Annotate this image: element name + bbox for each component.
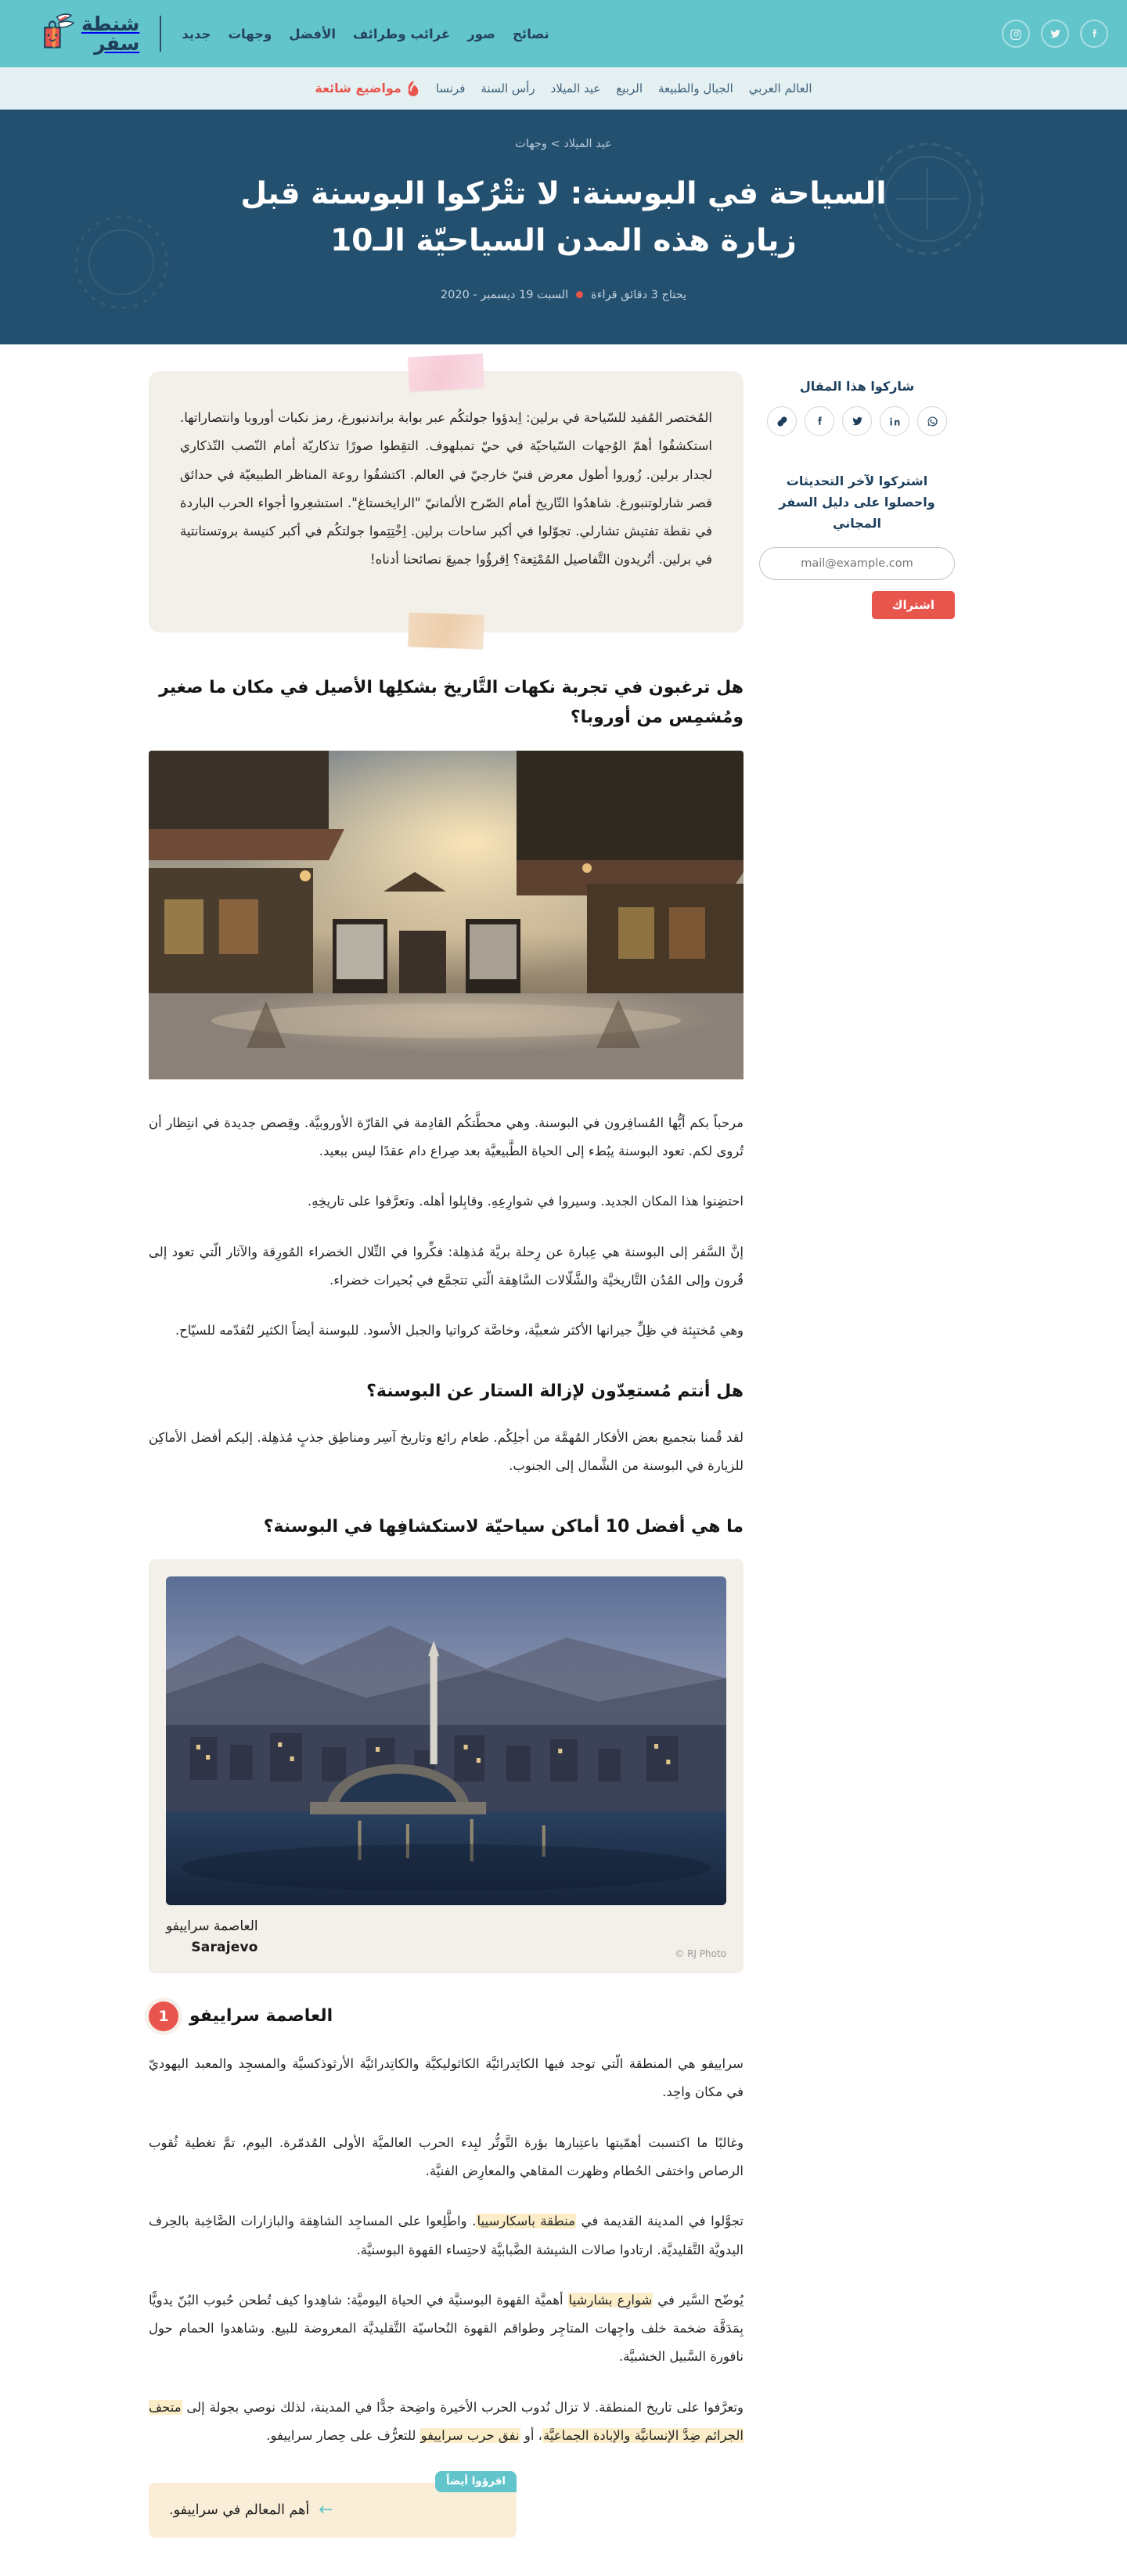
arrow-left-icon: ← bbox=[319, 2500, 333, 2520]
read-also-link[interactable]: أهم المعالم في سراييفو. bbox=[169, 2502, 310, 2519]
tape-top-decoration bbox=[408, 354, 484, 392]
topic-item-3[interactable]: الربيع bbox=[616, 81, 643, 95]
header-social-links bbox=[1002, 20, 1108, 48]
article-paragraph-3: إنَّ السَّفر إلى البوسنة هي عِبارة عن رِحلة بريَّة مُذهِلة: فكِّروا في التِّلال الخضراء المُورِقة والآثار الّتي تعود إلى قُرون وإلى المُدُن التَّاريخيَّة والشَّلّالات السَّاهِقة الّتي تتجمَّع في بُحيرات خضراء. bbox=[149, 1244, 744, 1288]
breadcrumb[interactable]: عيد الميلاد > وجهات bbox=[515, 138, 612, 150]
page-body bbox=[0, 344, 1127, 2561]
nav-item-0[interactable]: جديد bbox=[182, 26, 211, 41]
s1p3-highlight[interactable]: منطقة باسكارسييا bbox=[477, 2214, 575, 2229]
link-icon[interactable] bbox=[767, 406, 797, 436]
topics-nav bbox=[0, 67, 1127, 110]
linkedin-icon[interactable] bbox=[880, 406, 909, 436]
section-1-paragraph-1: سراييفو هي المنطقة الّتي توجد فيها الكاتِدرائيَّة الكاثوليكيَّة والكاتِدرائيَّة الأرثوذكسيَّة والمسجِد والمعبد اليهوديّ في مكان واحِد. bbox=[149, 2056, 744, 2100]
subscribe-title: اشتركوا لآخر التحديثات واحصلوا على دليل السفر المجاني bbox=[779, 474, 935, 531]
nav-item-5[interactable]: نصائح bbox=[513, 26, 549, 41]
trending-topics-label bbox=[315, 80, 419, 97]
topic-item-0[interactable]: فرنسا bbox=[435, 81, 466, 95]
summary-card-wrap bbox=[149, 371, 744, 632]
article-content bbox=[149, 371, 744, 2561]
main-nav bbox=[19, 0, 549, 67]
topic-item-1[interactable]: رأس السنة bbox=[481, 81, 535, 95]
article-sidebar bbox=[744, 371, 978, 2561]
nav-item-2[interactable]: الأفضل bbox=[289, 26, 337, 41]
page-title: السياحة في البوسنة: لا تتْرُكوا البوسنة قبل زيارة هذه المدن السياحيّة الـ10 bbox=[240, 176, 887, 259]
meta-separator-dot bbox=[576, 291, 583, 298]
read-also-box bbox=[149, 2475, 517, 2538]
topic-item-5[interactable]: العالم العربي bbox=[748, 81, 812, 95]
subscribe-button[interactable]: اشتراك bbox=[872, 591, 955, 619]
section-1-heading bbox=[149, 2001, 744, 2032]
photo-credit: © RJ Photo bbox=[675, 1947, 726, 1959]
hero-inner bbox=[149, 138, 978, 301]
share-buttons bbox=[759, 406, 955, 436]
twitter-icon[interactable] bbox=[842, 406, 872, 436]
article-heading-3: ما هي أفضل 10 أماكن سياحيّة لاستكشافِها في البوسنة؟ bbox=[263, 1516, 744, 1537]
article-paragraph-4: وهي مُختبِئة في ظِلِّ جيرانها الأكثر شعبيَّة، وخاصَّة كرواتيا والجبل الأسود. للبوسنة أيضاً الكثير لتُقدّمه للسيّاح. bbox=[175, 1323, 744, 1338]
s1p5-highlight-1[interactable]: متحف الجرائم ضِدَّ الإنسانيَّة والإبادة الجماعيَّة bbox=[149, 2399, 744, 2443]
twitter-icon[interactable] bbox=[1041, 20, 1069, 48]
flame-icon bbox=[406, 80, 420, 97]
brand-line-2: سفر bbox=[94, 32, 140, 55]
article-heading-1: هل ترغبون في تجربة نكهات التَّاريخ بشكلِها الأصيل في مكان ما صغير ومُشمِس من أوروبا؟ bbox=[159, 677, 744, 728]
s1p4-part-a: يُوضّح السَّير في bbox=[653, 2292, 744, 2308]
section-number-badge: 1 bbox=[149, 2001, 178, 2031]
article-heading-2: هل أنتم مُستعِدّون لإزالة الستار عن البوسنة؟ bbox=[366, 1381, 744, 1401]
topic-item-2[interactable]: عيد الميلاد bbox=[550, 81, 601, 95]
s1p3-part-a: تجوَّلوا في المدينة القديمة في bbox=[575, 2214, 744, 2229]
brand-line-1: شنطة bbox=[81, 12, 140, 35]
publish-date: السبت 19 ديسمبر - 2020 bbox=[440, 288, 569, 301]
site-logo[interactable] bbox=[19, 9, 139, 58]
topic-item-4[interactable]: الجبال والطبيعة bbox=[657, 81, 733, 95]
article-figure-1 bbox=[149, 751, 744, 1083]
facebook-icon[interactable] bbox=[1080, 20, 1108, 48]
sarajevo-photo bbox=[166, 1576, 726, 1905]
read-time: يحتاج 3 دقائق قراءة bbox=[591, 288, 687, 301]
article-paragraph-5: لقد قُمنا بتجميع بعض الأفكار المُهمَّة من أجلِكُم. طعام رائع وتاريخ آسِر ومناطِق جذبٍ مُذهِلة. إليكم أفضل الأماكِن للزيارة في البوسنة من الشَّمال إلى الجنوب. bbox=[149, 1430, 744, 1474]
summary-text: المُختصر المُفيد للسّياحة في برلين: اِبدؤوا جولتكُم عبر بوابة براندنبورغ، رمز نكبات أوروبا وانتصاراتها. استكشفُوا أهمّ الوُجهات السّياحيّة في حيّ تمبلهوف. التقِطوا صورًا تذكاريّة أمام النّصب التّذكاري لجدار برلين. زُوروا أطول معرض فنيّ خارجيّ في العالم. اكتشفُوا روعة المناظر الطبيعيّة في حدائق قصر شارلوتنبورغ. شاهدُوا التّاريخ أمام الصّرح الألمانيّ "الرايخستاغ". استشعِروا أجواء الحرب الباردة في نقطة تفتيش تشارلي. تجوّلوا في أكبر ساحات برلين. اِخْتِتِموا جولتكُم في أكبر كنيسة بروتستانتية في برلين. أتُريدون التَّفاصيل المُمْتِعة؟ اِقرؤُوا جميعَ نصائحنا أدناه! bbox=[180, 410, 712, 567]
brand-text bbox=[81, 14, 139, 54]
email-field[interactable] bbox=[759, 547, 955, 580]
trending-topics-text: مواضيع شائعة bbox=[315, 81, 401, 95]
instagram-icon[interactable] bbox=[1002, 20, 1030, 48]
photo-caption-english: Sarajevo bbox=[191, 1940, 258, 1956]
s1p5-mid: ، أو bbox=[520, 2428, 542, 2443]
section-1-paragraph-5 bbox=[149, 2394, 744, 2451]
summary-card bbox=[149, 371, 744, 632]
share-title: شاركوا هذا المقال bbox=[799, 379, 915, 394]
nav-divider bbox=[160, 16, 161, 52]
tape-bottom-decoration bbox=[408, 612, 484, 649]
section-1-paragraph-2: وغالبًا ما اكتسبت أهمّيتها باعتِبارها بؤرة التَّوتُّر لبِدء الحرب العالميَّة الأولى المُدمّرة. اليوم، تمَّ تغطية ثُقوب الرصاص واختفى الحُطام وظهرت المقاهي والمعارِض الفنيَّة. bbox=[149, 2135, 744, 2178]
s1p4-part-b: أهميَّة القهوة البوسنيَّة في الحياة اليوميَّة: شاهِدوا كيف تُطحن حُبوب البُنّ يدويًّا بِمَدَقَّة ضخمة خلف واجِهات المتاجِر وطواقم القهوة النُحاسيّة التَّقليديَّة المعروضة للبيع. وشاهدوا الحمام حول نافورة السَّبيل الخشبيَّة. bbox=[149, 2292, 744, 2365]
flying-suitcase-logo-icon bbox=[27, 9, 75, 58]
photo-caption bbox=[166, 1916, 258, 1958]
whatsapp-icon[interactable] bbox=[917, 406, 947, 436]
section-1-paragraph-3 bbox=[149, 2207, 744, 2264]
top-header bbox=[0, 0, 1127, 67]
nav-item-1[interactable]: وجهات bbox=[228, 26, 272, 41]
market-photo bbox=[149, 751, 744, 1083]
main-nav-links bbox=[182, 27, 549, 41]
article-paragraph-2: احتضِنوا هذا المكان الجديد. وسيروا في شوارِعِهِ. وقابِلوا أهله. وتعرَّفوا على تاريخِهِ. bbox=[307, 1194, 744, 1209]
article-meta bbox=[149, 289, 978, 301]
photo-caption-arabic: العاصمة سراييفو bbox=[166, 1918, 258, 1935]
article-hero bbox=[0, 110, 1127, 344]
topics-nav-wrap bbox=[315, 80, 812, 97]
section-1-paragraph-4 bbox=[149, 2286, 744, 2372]
s1p5-part-a: وتعرَّفوا على تاريخ المنطقة. لا تزال نُدوب الحرب الأخيرة واضِحة جدًّا في المدينة، لذلك نوصي بجولة إلى bbox=[182, 2399, 744, 2415]
s1p4-highlight[interactable]: شوارِع بشارشيا bbox=[568, 2292, 653, 2308]
nav-item-3[interactable]: غرائب وطرائف bbox=[353, 26, 451, 41]
article-paragraph-1: مرحباً بكم أيُّها المُسافِرون في البوسنة. وهي محطَّتكُم القادِمة في القارّة الأوروبيَّة. وقِصص جديدة في انتِظار أن تُروى لكم. تعود البوسنة يبُطء إلى الحياة الطَّبيعيَّة بعد صِراع دام عقدًا ليس ببعيد. bbox=[149, 1115, 744, 1159]
photo-caption-row bbox=[166, 1916, 726, 1958]
read-also-tab: اقرؤوا أيضاً bbox=[435, 2471, 517, 2492]
facebook-icon[interactable] bbox=[805, 406, 834, 436]
nav-item-4[interactable]: صور bbox=[467, 26, 495, 41]
s1p5-highlight-2[interactable]: نفق حرب سراييفو bbox=[420, 2428, 520, 2443]
s1p5-part-b: للتعرُّف على حِصار سراييفو. bbox=[266, 2428, 420, 2443]
s1p3-part-b: . واطَّلِعوا على المساجِد الشاهِقة والبازارات الصَّاخِبة بالحِرف اليدويَّة التَّقليديَّة. ارتادوا صالات الشيشة الضَّبابيَّة لاحتِساء القهوة البوسنيَّة. bbox=[149, 2214, 744, 2257]
sarajevo-photo-card bbox=[149, 1559, 744, 1973]
section-1-title: العاصمة سراييفو bbox=[189, 2005, 333, 2026]
